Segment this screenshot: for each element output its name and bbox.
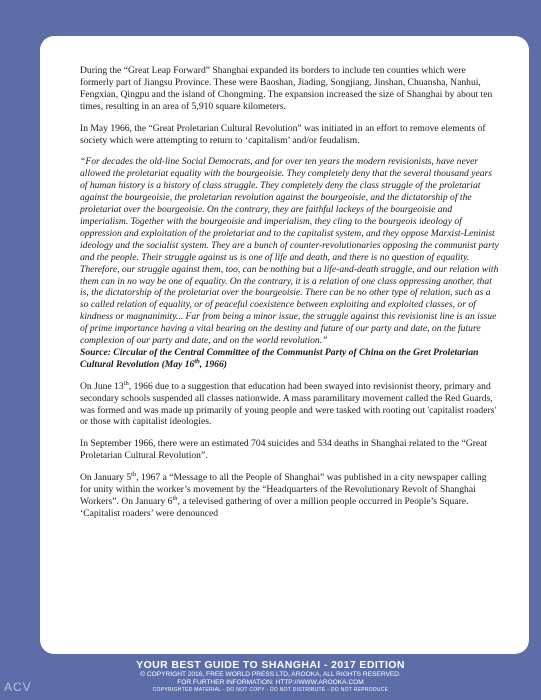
document-page: [40, 36, 529, 654]
paragraph-june-1966-body: , 1966 due to a suggestion that education had been swayed into revisionist theory, primary and secondary schools suspended all classes nationwide. A mass paramilitary movement called the Red Guards, was formed and was made up primarily of young people and were tasked with rooting out 'capitalist roaders' or those with capitalist ideologies.: [80, 380, 497, 428]
footer-copyright: © COPYRIGHT 2016, FREE WORLD PRESS LTD, AROOKA, ALL RIGHTS RESERVED.: [140, 671, 401, 678]
page-footer: [0, 659, 541, 694]
paragraph-january-1967-body: , 1967 a “Message to all the People of Shanghai” was published in a city newspaper calling for unity within the worker’s movement by the “Headquarters of the Revolutionary Revolt of Shanghai Workers”. On January 6: [80, 472, 487, 507]
quote-source-sup: th: [194, 357, 200, 365]
paragraph-january-1967: [80, 472, 500, 520]
paragraph-january-1967-lead: On January 5: [80, 472, 132, 484]
paragraph-great-leap-forward: During the “Great Leap Forward” Shanghai expanded its borders to include ten counties which were formerly part of Jiangsu Province. These were Baoshan, Jiading, Songjiang, Jinshan, Chuansha, Nanhui, Fengxian, Qingpu and the island of Chongming. The expansion increased the size of Shanghai by about ten times, resulting in an area of 5,910 square kilometers.: [80, 65, 493, 112]
watermark-text: ACV: [4, 680, 32, 694]
footer-title: YOUR BEST GUIDE TO SHANGHAI - 2017 EDITION: [136, 659, 405, 671]
paragraph-january-1967-sup2: th: [172, 494, 178, 502]
document-body: [80, 65, 500, 530]
block-quote: “For decades the old-line Social Democrats, and for over ten years the modern revisionists, have never allowed the proletariat equality with the bourgeoisie. They completely deny that the several thousand years of human history is a history of class struggle. They completely deny the class struggle of the proletariat against the bourgeoisie, the proletarian revolution against the bourgeoisie, and the dictatorship of the proletariat over the bourgeoisie. On the contrary, they are faithful lackeys of the bourgeoisie and imperialism. Together with the bourgeoisie and imperialism, they cling to the bourgeois ideology of oppression and exploitation of the proletariat and to the capitalist system, and they oppose Marxist-Leninist ideology and the socialist system. They are a bunch of counter-revolutionaries opposing the communist party and the people. Their struggle against us is one of life and death, and there is no question of equality. Therefore, our struggle against them, too, can be nothing but a life-and-death struggle, and our relation with them can in no way be one of equality. On the contrary, it is a relation of one class oppressing another, that is, the dictatorship of the proletariat over the bourgeoisie. There can be no other type of relation, such as a so called relation of equality, or of peaceful coexistence between exploiting and exploited classes, or of kindness or magnanimity... Far from being a minor issue, the struggle against this revisionist line is an issue of prime importance having a vital bearing on the destiny and future of our party and date, on the future complexion of our party and date, and on the world revolution.”: [80, 156, 499, 347]
footer-info: FOR FURTHER INFORMATION: HTTP://WWW.AROOKA.COM: [177, 679, 364, 686]
footer-legal: COPYRIGHTED MATERIAL - DO NOT COPY - DO NOT DISTRIBUTE - DO NOT REPRODUCE: [152, 687, 389, 693]
paragraph-september-1966: In September 1966, there were an estimated 704 suicides and 534 deaths in Shanghai related to the “Great Proletarian Cultural Revolution”.: [80, 438, 488, 462]
paragraph-june-1966: [80, 381, 500, 429]
paragraph-june-1966-lead: On June 13: [80, 380, 124, 392]
quote-source-text: Source: Circular of the Central Committee of the Communist Party of China on the Gret Proletarian Cultural Revolution (May 16: [80, 346, 479, 370]
paragraph-june-1966-sup: th: [123, 379, 129, 387]
quote-source: [80, 347, 500, 371]
paragraph-cultural-revolution-intro: In May 1966, the “Great Proletarian Cultural Revolution” was initiated in an effort to remove elements of society which were attempting to return to ‘capitalism’ and/or feudalism.: [80, 122, 486, 146]
paragraph-january-1967-sup1: th: [131, 471, 137, 478]
paragraph-january-1967-tail: , a televised gathering of over a million people occurred in People’s Square. ‘Capitalist roaders’ were denounced: [80, 496, 469, 519]
quote-source-tail: , 1966): [199, 358, 227, 370]
